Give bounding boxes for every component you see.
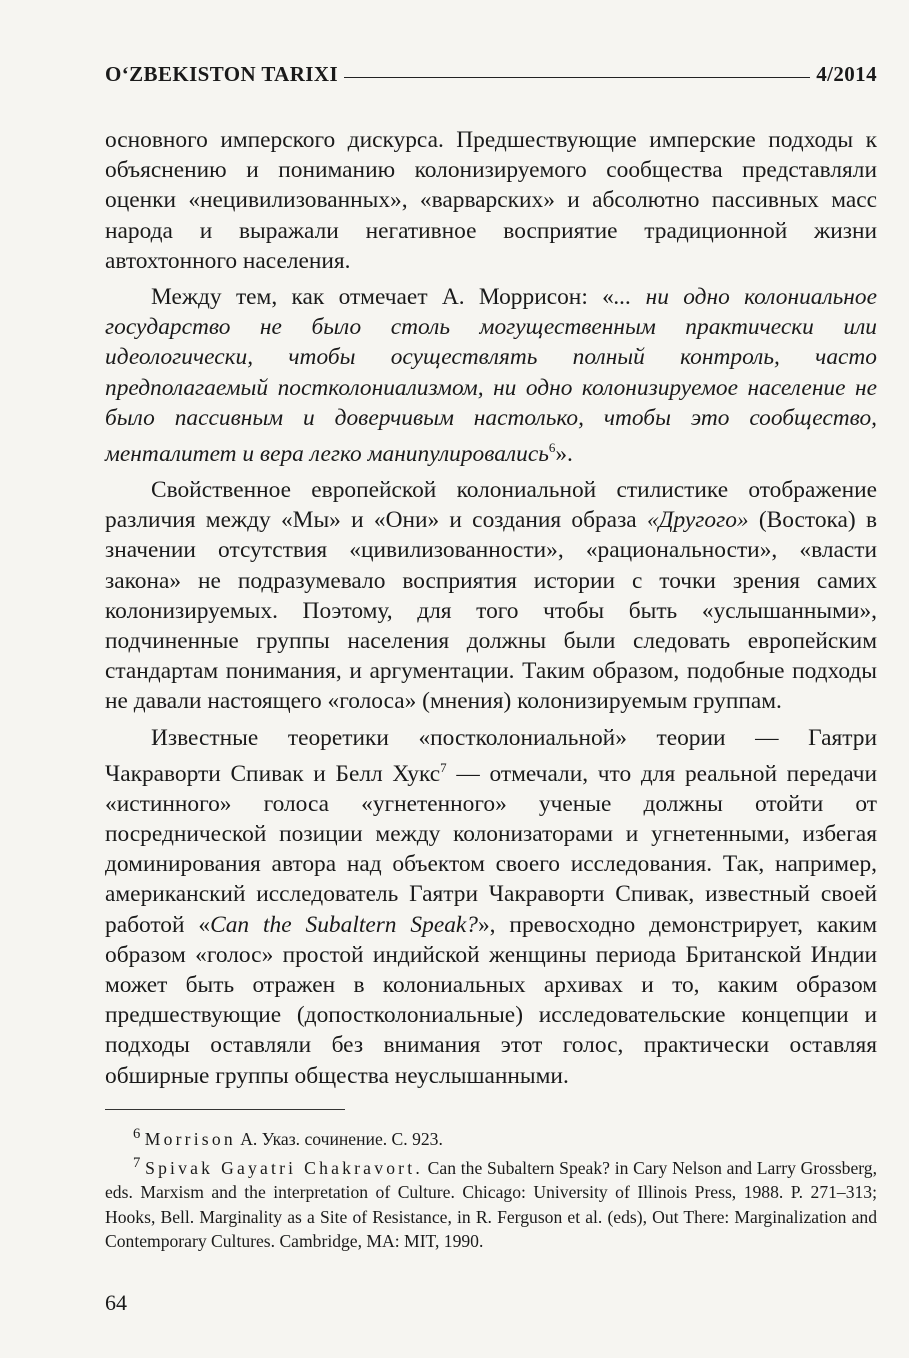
footnote-6-text: А. Указ. сочинение. С. 923. [235, 1128, 443, 1149]
footnote-ref-6: 6 [548, 440, 556, 456]
paragraph-4-part-a: Известные теоретики «постколониальной» теории — Гаятри Чакраворти Спивак и Белл Хукс [105, 724, 877, 787]
footnote-ref-7: 7 [440, 759, 447, 775]
journal-title: O‘ZBEKISTON TARIXI [105, 62, 339, 86]
article-body [105, 125, 877, 1091]
page-number: 64 [105, 1290, 127, 1315]
paragraph-4 [105, 723, 877, 1091]
paragraph-3-part-b: (Востока) в значении отсутствия «цивилизованности», «рациональности», «власти закона» не подразумевало восприятия истории с точки зрения самих колонизируемых. Поэтому, для того чтобы быть «услышанными», подчиненные группы населения должны были следовать европейским стандартам понимания, и аргументации. Таким образом, подобные подходы не давали настоящего «голоса» (мнения) колонизируемым группам. [105, 507, 877, 715]
footnote-7 [105, 1151, 877, 1253]
header-rule [344, 77, 810, 78]
paragraph-3-part-a: Свойственное европейской колониальной стилистике отображение различия между «Мы» и «Они» и создания образа [105, 477, 877, 534]
paragraph-3 [105, 475, 877, 717]
issue-number: 4/2014 [816, 62, 877, 86]
other-term: «Другого» [646, 507, 749, 534]
paragraph-4-part-b: — отмечали, что для реальной передачи «истинного» голоса «угнетенного» ученые должны отойти от посреднической позиции между колонизаторами и угнетенными, избегая доминирования автора над объектом своего исследования. Так, например, американский исследователь Гаятри Чакраворти Спивак, известный своей работой « [105, 760, 877, 938]
paragraph-2-end: ». [555, 440, 573, 467]
footnote-separator [105, 1109, 345, 1110]
paragraph-1: основного имперского дискурса. Предшествующие имперские подходы к объяснению и пониманию колонизируемого сообщества представляли оценки «нецивилизованных», «варварских» и абсолютно пассивных масс народа и выражали негативное восприятие традиционной жизни автохтонного населения. [105, 127, 877, 274]
paragraph-2-intro: Между тем, как отмечает А. Моррисон: « [151, 284, 614, 311]
footnote-6-author: Morrison [144, 1128, 236, 1149]
footnote-7-author: Spivak Gayatri Chakravort. [145, 1158, 423, 1179]
page [105, 62, 877, 1254]
footnotes [105, 1122, 877, 1254]
running-header [105, 62, 877, 87]
morrison-quote: ... ни одно колониальное государство не было столь могущественным практически или идеологически, чтобы осуществлять полный контроль, часто предполагаемый постколониализмом, ни одно колонизируемое население не было пассивным и доверчивым настолько, чтобы это сообщество, менталитет и вера легко манипулировались [105, 284, 877, 467]
footnote-7-text: Can the Subaltern Speak? in Cary Nelson and Larry Grossberg, eds. Marxism and the interpretation of Culture. Chicago: University of Illinois Press, 1988. P. 271–313; Hooks, Bell. Marginality as a Site of Resistance, in R. Ferguson et al. (eds), Out There: Marginalization and Contemporary Cultures. Cambridge, MA: MIT, 1990. [105, 1158, 878, 1252]
paragraph-4-part-c: », превосходно демонстрирует, каким образом «голос» простой индийской женщины периода Британской Индии может быть отражен в колониальных архивах и то, каким образом предшествующие (допостколониальные) исследовательские концепции и подходы оставляли без внимания этот голос, практически оставляя обширные группы общества неуслышанными. [105, 911, 877, 1089]
footnote-7-number: 7 [133, 1155, 141, 1172]
paragraph-2 [105, 282, 877, 469]
work-title: Can the Subaltern Speak? [210, 911, 478, 938]
footnote-6 [105, 1122, 877, 1151]
footnote-6-number: 6 [133, 1125, 141, 1142]
